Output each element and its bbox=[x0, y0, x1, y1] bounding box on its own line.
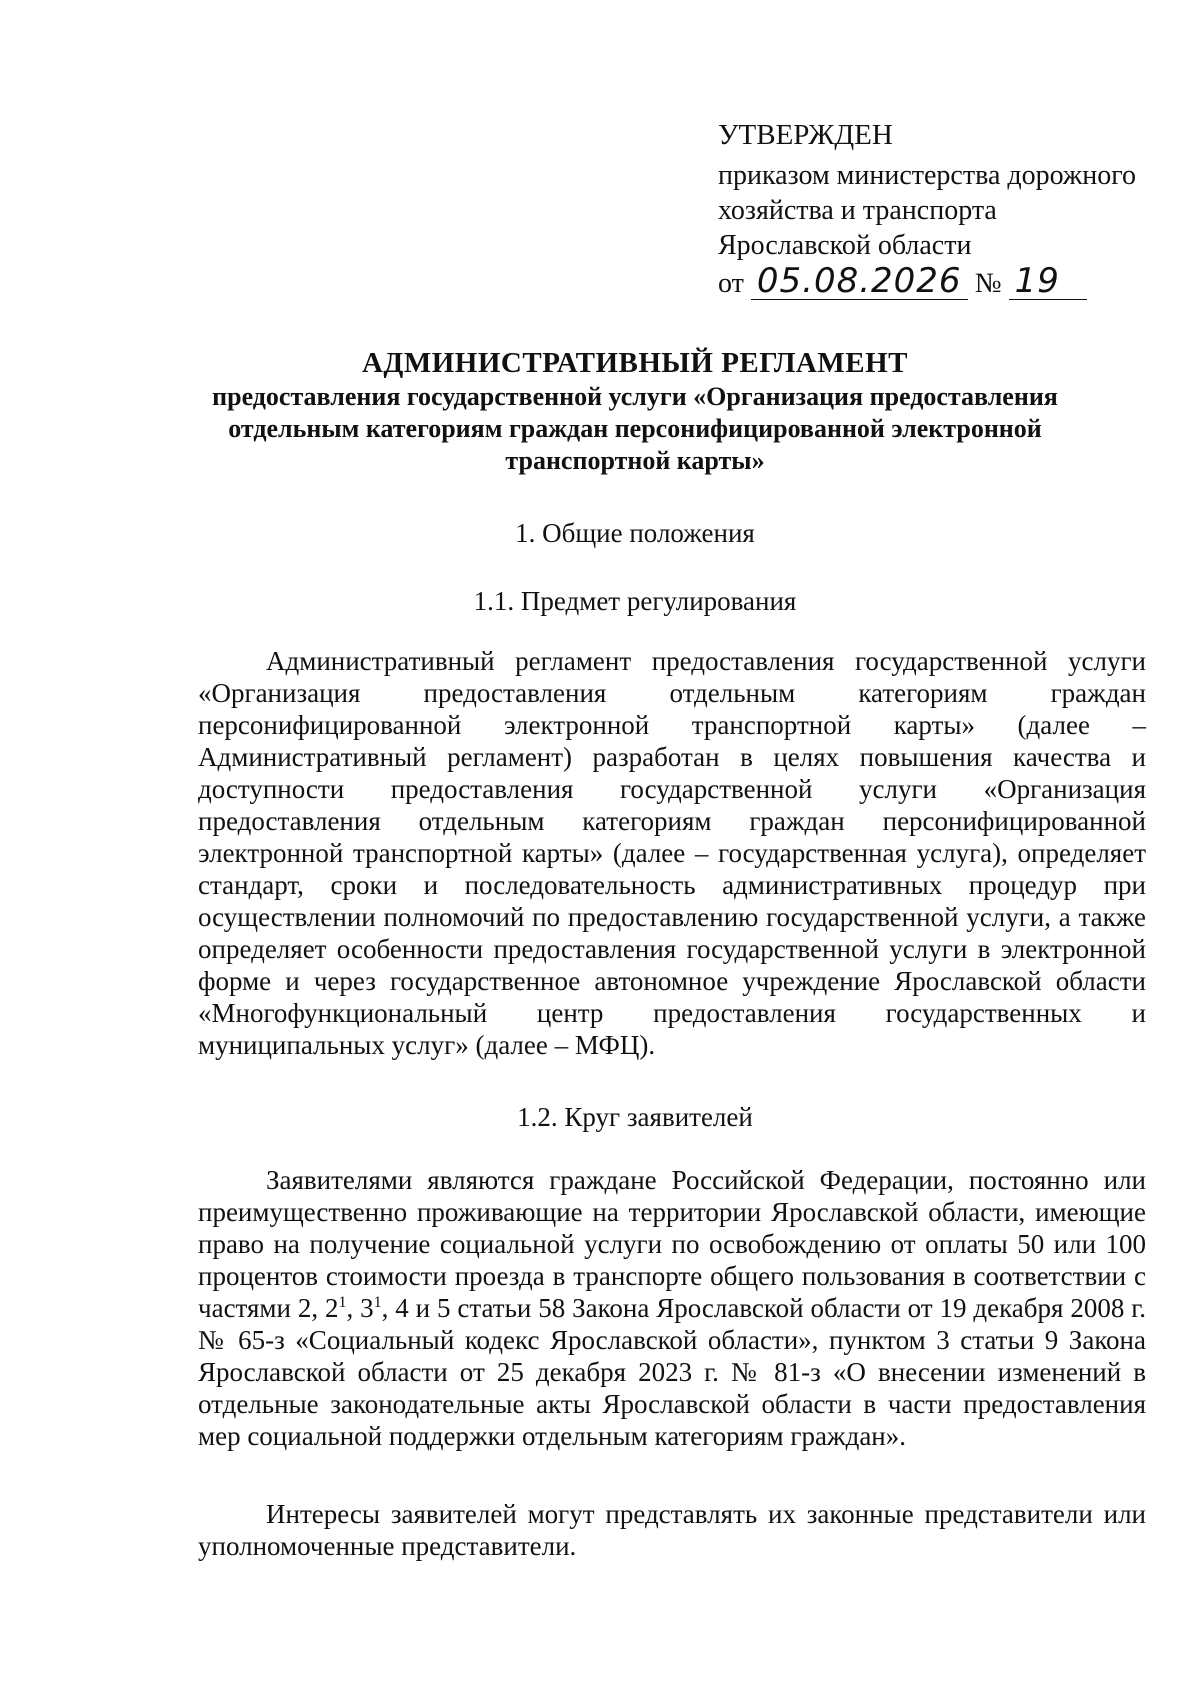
number-prefix: № bbox=[974, 268, 1002, 299]
section-1-1-heading: 1.1. Предмет регулирования bbox=[473, 586, 797, 616]
document-title-sub-2: отдельным категориям граждан персонифицированной электронной bbox=[228, 414, 1042, 443]
approval-stamp-block bbox=[718, 118, 1136, 301]
section-1-2-paragraph-1 bbox=[198, 1164, 1146, 1452]
handwritten-date: 05.08.2026 bbox=[751, 263, 968, 300]
paragraph-text-part-2: , 3 bbox=[346, 1293, 374, 1323]
superscript-1: 1 bbox=[338, 1294, 347, 1311]
section-1-heading: 1. Общие положения bbox=[515, 518, 755, 548]
document-title-sub-1: предоставления государственной услуги «Организация предоставления bbox=[212, 382, 1058, 411]
date-prefix: от bbox=[718, 268, 744, 299]
approval-title: УТВЕРЖДЕН bbox=[718, 119, 893, 151]
document-title bbox=[130, 345, 1140, 477]
section-1-2-paragraph-2: Интересы заявителей могут представлять их законные представители или уполномоченные представители. bbox=[198, 1499, 1146, 1561]
approval-line-3: Ярославской области bbox=[718, 230, 972, 261]
section-1-1-paragraph: Административный регламент предоставления государственной услуги «Организация предоставления отдельным категориям граждан персонифицированной электронной транспортной карты» (далее – Административный регламент) разработан в целях повышения качества и доступности предоставления государственной услуги «Организация предоставления отдельным категориям граждан персонифицированной электронной транспортной карты» (далее – государственная услуга), определяет стандарт, сроки и последовательность административных процедур при осуществлении полномочий по предоставлению государственной услуги, а также определяет особенности предоставления государственной услуги в электронной форме и через государственное автономное учреждение Ярославской области «Многофункциональный центр предоставления государственных и муниципальных услуг» (далее – МФЦ). bbox=[198, 646, 1146, 1060]
approval-line-1: приказом министерства дорожного bbox=[718, 160, 1137, 191]
handwritten-number: 19 bbox=[1009, 263, 1087, 300]
approval-date-line bbox=[718, 263, 1136, 301]
superscript-2: 1 bbox=[373, 1294, 382, 1311]
paragraph-text-part-1: Заявителями являются граждане Российской Федерации, постоянно или преимущественно проживающие на территории Ярославской области, имеющие право на получение социальной услуги по освобождению от оплаты 50 или 100 процентов стоимости проезда в транспорте общего пользования в соответствии с частями 2, 2 bbox=[198, 1165, 1146, 1323]
document-title-sub-3: транспортной карты» bbox=[505, 446, 765, 475]
approval-line-2: хозяйства и транспорта bbox=[718, 195, 997, 226]
document-title-main: АДМИНИСТРАТИВНЫЙ РЕГЛАМЕНТ bbox=[361, 347, 908, 379]
paragraph-text-part-3: , 4 и 5 статьи 58 Закона Ярославской области от 19 декабря 2008 г. № 65-з «Социальный кодекс Ярославской области», пунктом 3 статьи 9 Закона Ярославской области от 25 декабря 2023 г. № 81-з «О внесении изменений в отдельные законодательные акты Ярославской области в части предоставления мер социальной поддержки отдельным категориям граждан». bbox=[198, 1293, 1146, 1451]
section-1-2-heading: 1.2. Круг заявителей bbox=[517, 1102, 753, 1132]
